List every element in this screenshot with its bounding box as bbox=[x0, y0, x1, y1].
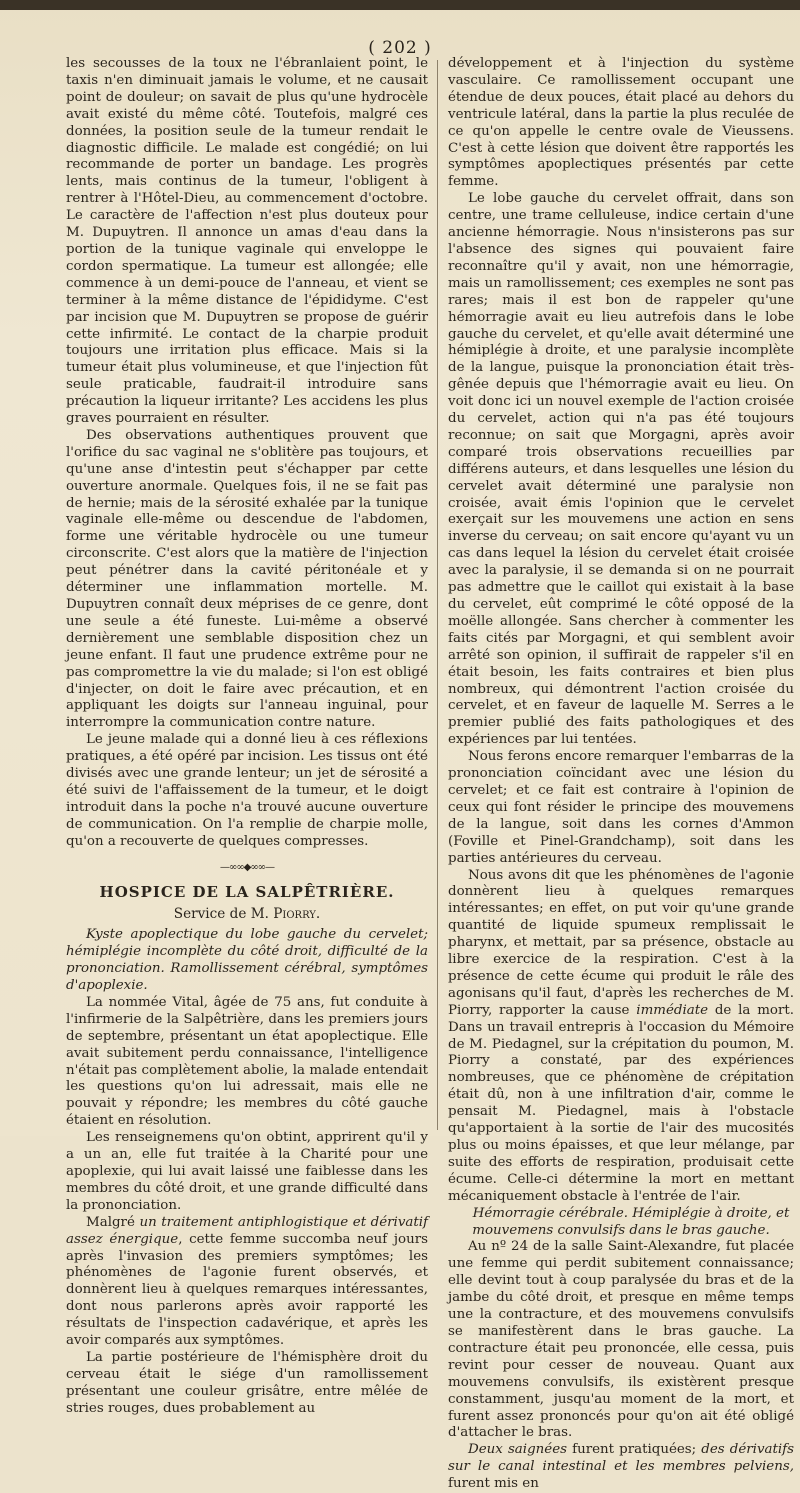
paragraph: Des observations authentiques prouvent que l'orifice du sac vaginal ne s'oblitère pas toujours, et qu'une anse d'intestin peut s'échapper par cette ouverture anormale. Quelques fois, il ne se fait pas de hernie; mais de la sérosité exhalée par la tunique vaginale elle-même ou descendue de l'abdomen, forme une véritable hydrocèle ou une tumeur circonscrite. C'est alors que la matière de l'injection peut pénétrer dans la cavité péritonéale et y déterminer une inflammation mortelle. M. Dupuytren connaît deux méprises de ce genre, dont une seule a été funeste. Lui-même a observé dernièrement une semblable disposition chez un jeune enfant. Il faut une prudence extrême pour ne pas compromettre la vie du malade; si l'on est obligé d'injecter, on doit le faire avec précaution, et en appliquant les doigts sur l'anneau inguinal, pour interrompre la communication contre nature. bbox=[66, 427, 428, 731]
paragraph bbox=[448, 1442, 794, 1493]
paragraph: développement et à l'injection du système vasculaire. Ce ramollissement occupant une étendue de deux pouces, était placé au dehors du ventricule latéral, dans la partie la plus reculée de ce qu'on appelle le centre ovale de Vieussens. C'est à cette lésion que doivent être rapportés les symptômes apoplectiques présentés par cette femme. bbox=[448, 56, 794, 190]
paragraph: Le lobe gauche du cervelet offrait, dans son centre, une trame celluleuse, indice certain d'une ancienne hémorragie. Nous n'insisterons pas sur l'absence des signes qui pouvaient faire reconnaître qu'il y avait, non une hémorragie, mais un ramollissement; ces exemples ne sont pas rares; mais il est bon de rappeler qu'une hémorragie avait eu lieu autrefois dans le lobe gauche du cervelet, et qu'elle avait déterminé une hémiplégie à droite, et une paralysie incomplète de la langue, puisque la prononciation était très-gênée depuis que l'hémorragie avait eu lieu. On voit donc ici un nouvel exemple de l'action croisée du cervelet, action qui n'a pas été toujours reconnue; on sait que Morgagni, après avoir comparé trois observations recueillies par différens auteurs, et dans lesquelles une lésion du cervelet avait déterminé une paralysie non croisée, avait émis l'opinion que le cervelet exerçait sur les mouvemens une action en sens inverse du cerveau; on sait encore qu'ayant vu un cas dans lequel la lésion du cervelet était croisée avec la paralysie, il se demanda si on ne pourrait pas admettre que le caillot qui existait à la base du cervelet, eût comprimé le côté opposé de la moëlle allongée. Sans chercher à commenter les faits cités par Morgagni, et qui semblent avoir arrêté son opinion, il suffirait de rappeler s'il en était besoin, les faits contraires et bien plus nombreux, qui démontrent l'action croisée du cervelet, et en faveur de laquelle M. Serres a le premier publié des faits pathologiques et des expériences par lui tentées. bbox=[448, 191, 794, 748]
text-run: , cette femme succomba neuf jours après l'invasion des premiers symptômes; les phénomènes de l'agonie furent observés, et donnèrent lieu à quelques remarques intéressantes, dont nous parlerons après avoir rapporté les résultats de l'inspection cadavérique, et après les avoir comparés aux symptômes. bbox=[66, 1231, 429, 1349]
italic-run: Deux saignées bbox=[468, 1442, 567, 1458]
column-divider bbox=[437, 60, 438, 1130]
text-run: Nous avons dit que les phénomènes de l'agonie donnèrent lieu à quelques remarques intéressantes; en effet, on put voir qu'une grande quantité de liquide spumeux remplissait le pharynx, et mettait, par sa présence, obstacle au libre exercice de la respiration. C'est à la présence de cette écume qui produit le râle des agonisans qu'il faut, d'après les recherches de M. Piorry, rapporter la cause bbox=[448, 867, 794, 1018]
paragraph: La nommée Vital, âgée de 75 ans, fut conduite à l'infirmerie de la Salpêtrière, dans les premiers jours de septembre, présentant un état apoplectique. Elle avait subitement perdu connaissance, l'intelligence n'était pas complètement abolie, la malade entendait les questions qu'on lui adressait, mais elle ne pouvait y répondre; les membres du côté gauche étaient en résolution. bbox=[66, 994, 428, 1129]
case-title: Kyste apoplectique du lobe gauche du cervelet; hémiplégie incomplète du côté droit, difficulté de la prononciation. Ramollissement cérébral, symptômes d'apoplexie. bbox=[66, 927, 428, 994]
text-run: Malgré bbox=[86, 1214, 135, 1230]
paragraph: Au nº 24 de la salle Saint-Alexandre, fut placée une femme qui perdit subitement connaissance; elle devint tout à coup paralysée du bras et de la jambe du côté droit, et presque en même temps une la contracture, et des mouvemens convulsifs se manifestèrent dans le bras gauche. La contracture était peu prononcée, elle cessa, puis revint pour cesser de nouveau. Quant aux mouvemens convulsifs, ils existèrent presque constamment, jusqu'au moment de la mort, et furent assez prononcés pour qu'on ait été obligé d'attacher le bras. bbox=[448, 1239, 794, 1441]
right-column bbox=[448, 56, 794, 1493]
page-number: ( 202 ) bbox=[368, 38, 432, 58]
ornament-divider: —∞∞◆∞∞— bbox=[219, 861, 274, 873]
italic-run: un traitement antiphlogistique et dérivatif assez énergique bbox=[66, 1214, 429, 1247]
paragraph: La partie postérieure de l'hémisphère droit du cerveau était le siége d'un ramollissement présentant une couleur grisâtre, entre mêlée de stries rouges, dues probablement au bbox=[66, 1349, 428, 1416]
text-run: de la mort. Dans un travail entrepris à l'occasion du Mémoire de M. Piedagnel, sur la crépitation du poumon, M. Piorry a constaté, par des expériences nombreuses, que ce phénomène de crépitation était dû, non à une infiltration d'air, comme le pensait M. Piedagnel, mais à l'obstacle qu'apportaient à la sortie de l'air des mucosités plus ou moins épaisses, et que leur mélange, par suite des efforts de respiration, produisait cette écume. Celle-ci détermine la mort en mettant mécaniquement obstacle à l'entrée de l'air. bbox=[448, 1002, 795, 1204]
paragraph bbox=[448, 868, 794, 1206]
case-title: Hémorragie cérébrale. Hémiplégie à droite, et mouvemens convulsifs dans le bras gauche. bbox=[472, 1205, 790, 1238]
paragraph: les secousses de la toux ne l'ébranlaient point, le taxis n'en diminuait jamais le volume, et ne causait point de douleur; on savait de plus qu'une hydrocèle avait existé du même côté. Toutefois, malgré ces données, la position seule de la tumeur rendait le diagnostic difficile. Le malade est congédié; on lui recommande de porter un bandage. Les progrès lents, mais continus de la tumeur, l'obligent à rentrer à l'Hôtel-Dieu, au commencement d'octobre. Le caractère de l'affection n'est plus douteux pour M. Dupuytren. Il annonce un amas d'eau dans la portion de la tunique vaginale qui enveloppe le cordon spermatique. La tumeur est allongée; elle commence à un demi-pouce de l'anneau, et vient se terminer à la même distance de l'épididyme. C'est par incision que M. Dupuytren se propose de guérir cette infirmité. Le contact de la charpie produit toujours une irritation plus efficace. Mais si la tumeur était plus volumineuse, et que l'injection fût seule praticable, faudrait-il introduire sans précaution la liqueur irritante? Les accidens les plus graves pourraient en résulter. bbox=[66, 56, 428, 427]
service-line bbox=[66, 906, 428, 923]
page-top-edge bbox=[0, 0, 800, 10]
paragraph: Nous ferons encore remarquer l'embarras de la prononciation coïncidant avec une lésion du cervelet; et ce fait est contraire à l'opinion de ceux qui font résider le principe des mouvemens de la langue, soit dans les cornes d'Ammon (Foville et Pinel-Grandchamp), soit dans les parties antérieures du cerveau. bbox=[448, 749, 794, 866]
italic-run: des dérivatifs sur le canal intestinal et les membres pelviens, bbox=[448, 1442, 794, 1475]
italic-run: immédiate bbox=[636, 1002, 709, 1018]
text-run: furent pratiquées; bbox=[572, 1442, 697, 1458]
left-column bbox=[66, 56, 428, 1418]
service-name: Piorry. bbox=[273, 906, 321, 923]
paragraph: Le jeune malade qui a donné lieu à ces réflexions pratiques, a été opéré par incision. Les tissus ont été divisés avec une grande lenteur; un jet de sérosité a été suivi de l'affaissement de la tumeur, et le doigt introduit dans la poche n'a trouvé aucune ouverture de communication. On l'a remplie de charpie molle, qu'on a recouverte de quelques compresses. bbox=[66, 732, 428, 849]
service-prefix: Service de M. bbox=[173, 906, 269, 923]
section-title: HOSPICE DE LA SALPÊTRIÈRE. bbox=[99, 882, 395, 901]
text-run: furent mis en bbox=[448, 1476, 539, 1492]
paragraph: Les renseignemens qu'on obtint, apprirent qu'il y a un an, elle fut traitée à la Charité pour une apoplexie, qui lui avait laissé une faiblesse dans les membres du côté droit, et une grande difficulté dans la prononciation. bbox=[66, 1130, 428, 1213]
paragraph bbox=[66, 1215, 428, 1350]
